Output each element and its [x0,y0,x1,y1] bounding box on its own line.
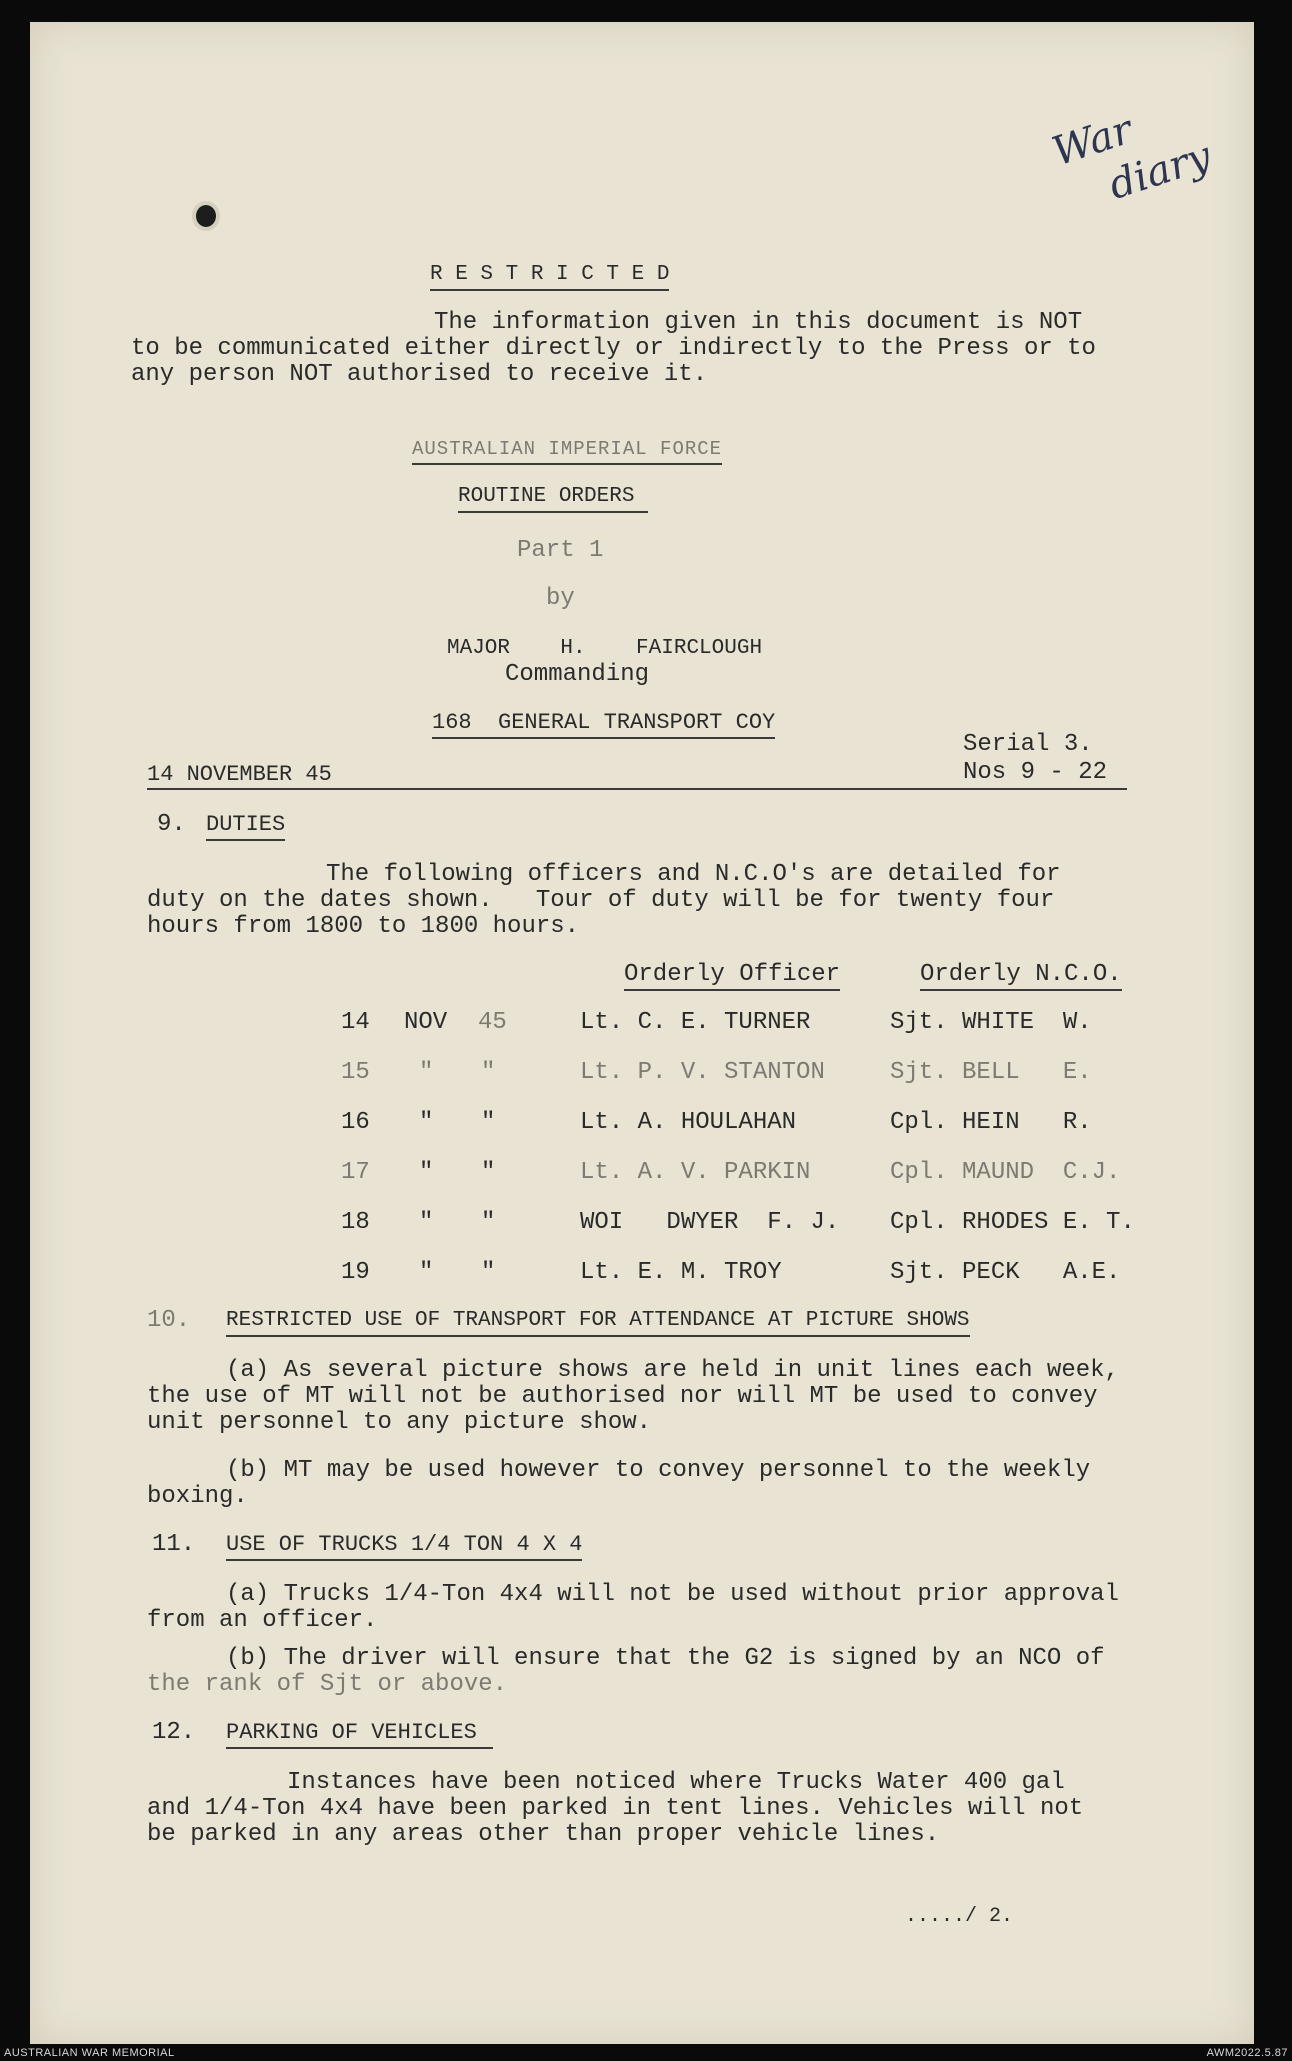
roster-officer: Lt. P. V. STANTON [580,1059,825,1086]
roster-day: 19 [341,1259,370,1286]
section-10-b-2: boxing. [147,1483,248,1510]
orders-title: ROUTINE ORDERS [458,484,648,513]
commander-name: MAJOR H. FAIRCLOUGH [447,637,763,660]
footer-reference: AWM2022.5.87 [1206,2047,1288,2059]
order-numbers: Nos 9 - 22 [963,759,1108,786]
footer-credit: AUSTRALIAN WAR MEMORIAL [4,2047,175,2059]
roster-month: " [419,1259,434,1286]
commanding-label: Commanding [505,661,650,688]
notice-line-2: to be communicated either directly or indirectly to the Press or to [131,335,1096,362]
notice-line-3: any person NOT authorised to receive it. [131,361,708,388]
date-rule [147,788,1127,790]
roster-officer: Lt. E. M. TROY [580,1259,782,1286]
roster-nco: Sjt. BELL E. [890,1059,1092,1086]
restricted-heading: R E S T R I C T E D [430,262,669,291]
col-orderly-nco: Orderly N.C.O. [920,962,1122,991]
continuation-marker: ...../ 2. [905,1905,1014,1928]
roster-day: 17 [341,1159,370,1186]
handwritten-note-line2: diary [1103,133,1217,209]
handwritten-note-line1: War [1046,106,1138,176]
roster-month: " [419,1109,434,1136]
section-12-heading: PARKING OF VEHICLES [226,1720,493,1749]
section-11-b-2: the rank of Sjt or above. [147,1671,508,1698]
part-label: Part 1 [517,537,604,564]
roster-month: " [419,1209,434,1236]
roster-day: 14 [341,1009,370,1036]
force-title: AUSTRALIAN IMPERIAL FORCE [412,436,722,465]
punch-hole [196,205,216,227]
unit-name: 168 GENERAL TRANSPORT COY [432,710,775,739]
roster-day: 15 [341,1059,370,1086]
serial-number: Serial 3. [963,731,1093,758]
section-10-heading: RESTRICTED USE OF TRANSPORT FOR ATTENDANCE AT PICTURE SHOWS [226,1308,970,1337]
roster-year: " [481,1209,496,1236]
section-10-a-2: the use of MT will not be authorised nor will MT be used to convey [147,1383,1098,1410]
section-11-heading: USE OF TRUCKS 1/4 TON 4 X 4 [226,1532,582,1561]
roster-nco: Sjt. PECK A.E. [890,1259,1121,1286]
roster-month: NOV [404,1009,448,1036]
section-10-a-1: (a) As several picture shows are held in unit lines each week, [226,1357,1119,1384]
roster-month: " [419,1159,434,1186]
roster-officer: Lt. A. HOULAHAN [580,1109,797,1136]
roster-nco: Sjt. WHITE W. [890,1009,1092,1036]
section-11-number: 11. [152,1531,196,1558]
section-9-heading: DUTIES [206,812,285,841]
section-12-text-3: be parked in any areas other than proper vehicle lines. [147,1821,940,1848]
section-9-number: 9. [157,811,186,838]
roster-month: " [419,1059,434,1086]
section-12-text-1: Instances have been noticed where Trucks Water 400 gal [287,1769,1065,1796]
roster-officer: Lt. A. V. PARKIN [580,1159,811,1186]
roster-day: 18 [341,1209,370,1236]
roster-year: 45 [478,1009,507,1036]
roster-day: 16 [341,1109,370,1136]
roster-officer: WOI DWYER F. J. [580,1209,840,1236]
by-label: by [546,585,575,612]
roster-year: " [481,1159,496,1186]
section-10-a-3: unit personnel to any picture show. [147,1409,652,1436]
section-12-number: 12. [152,1719,196,1746]
col-orderly-officer: Orderly Officer [624,962,840,991]
section-11-b-1: (b) The driver will ensure that the G2 is signed by an NCO of [226,1645,1105,1672]
roster-nco: Cpl. RHODES E. T. [890,1209,1135,1236]
roster-nco: Cpl. HEIN R. [890,1109,1092,1136]
section-11-a-2: from an officer. [147,1607,378,1634]
roster-nco: Cpl. MAUND C.J. [890,1159,1121,1186]
roster-year: " [481,1259,496,1286]
notice-line-1: The information given in this document is NOT [434,309,1083,336]
section-11-a-1: (a) Trucks 1/4-Ton 4x4 will not be used without prior approval [226,1581,1119,1608]
roster-year: " [481,1059,496,1086]
roster-officer: Lt. C. E. TURNER [580,1009,811,1036]
section-9-text-3: hours from 1800 to 1800 hours. [147,913,580,940]
order-date: 14 NOVEMBER 45 [147,762,332,787]
section-12-text-2: and 1/4-Ton 4x4 have been parked in tent lines. Vehicles will not [147,1795,1084,1822]
roster-year: " [481,1109,496,1136]
section-9-text-2: duty on the dates shown. Tour of duty will be for twenty four [147,887,1055,914]
section-10-b-1: (b) MT may be used however to convey personnel to the weekly [226,1457,1091,1484]
section-10-number: 10. [147,1307,191,1334]
section-9-text-1: The following officers and N.C.O's are detailed for [326,861,1061,888]
